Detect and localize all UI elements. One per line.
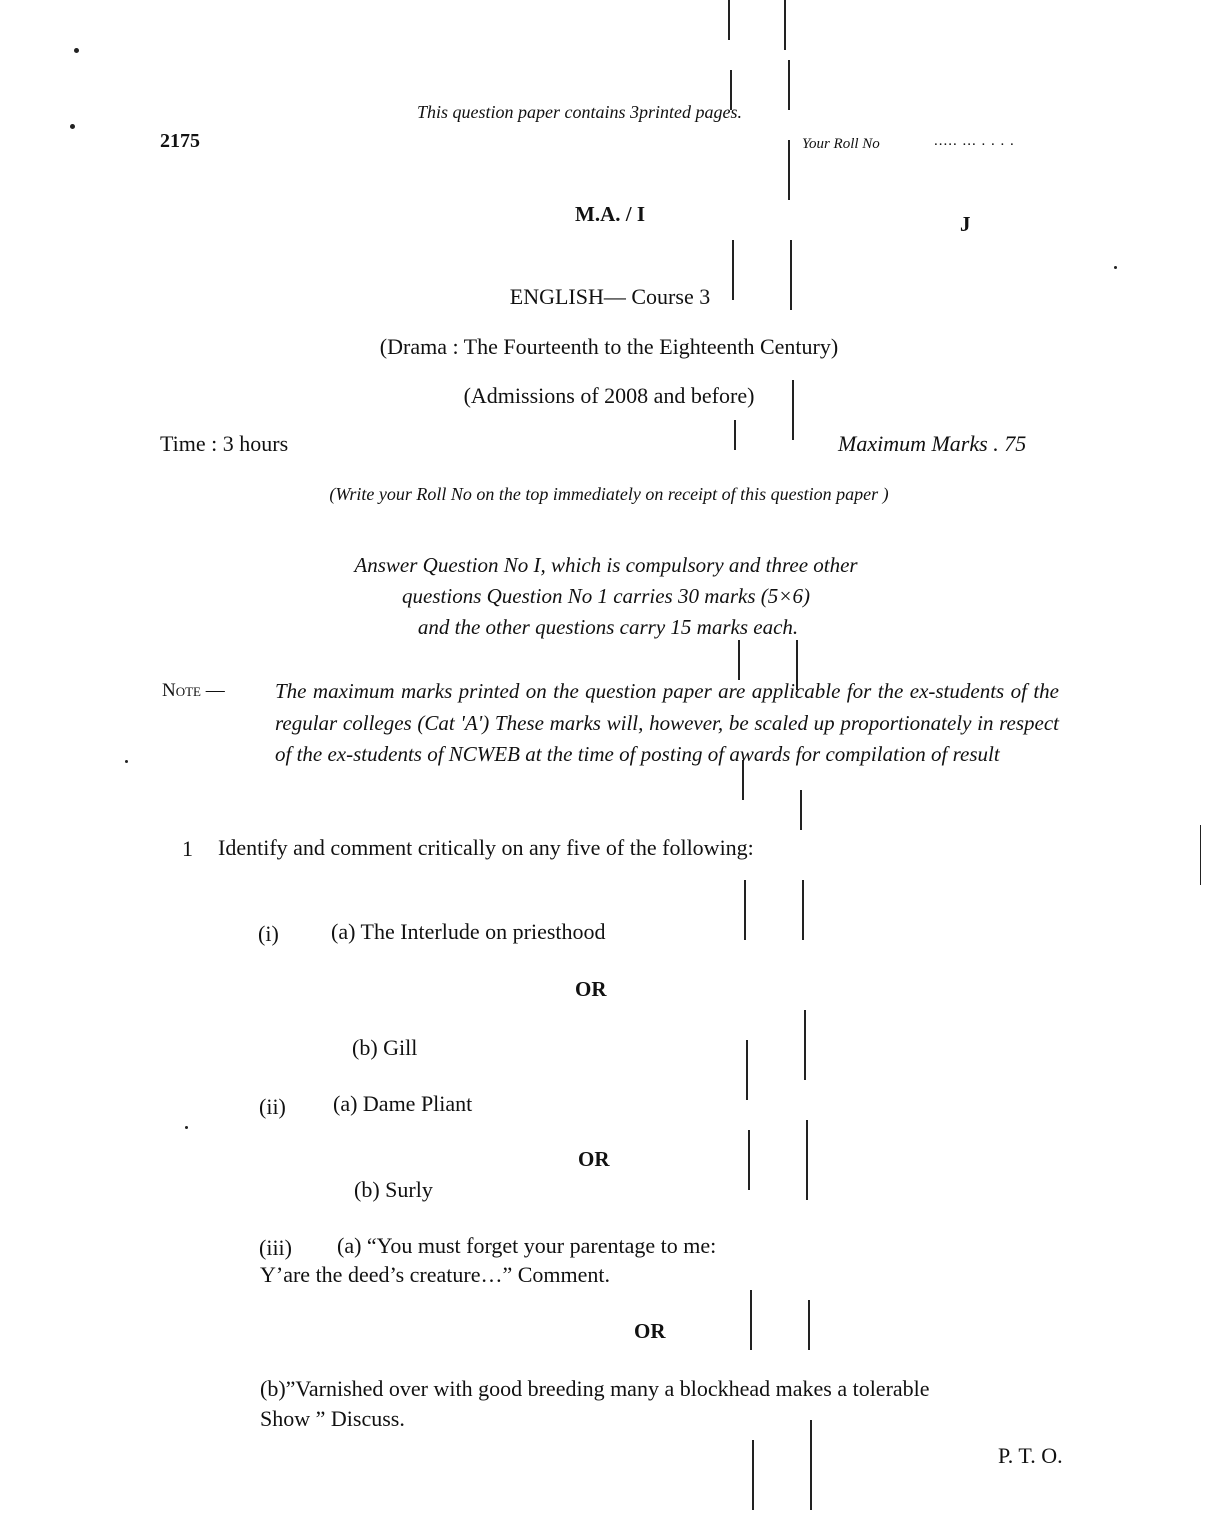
time-allowed: Time : 3 hours xyxy=(160,431,289,456)
option-b: (b) Surly xyxy=(354,1177,433,1202)
option-a: (a) “You must forget your parentage to me: xyxy=(337,1233,717,1258)
paper-title: (Drama : The Fourteenth to the Eighteenth Century) xyxy=(379,334,839,359)
question-text: Identify and comment critically on any five of the following: xyxy=(218,835,754,860)
maximum-marks: Maximum Marks . 75 xyxy=(838,431,1027,456)
admissions-line: (Admissions of 2008 and before) xyxy=(463,383,755,408)
note-text: The maximum marks printed on the question paper are applicable for the ex-students of the regular colleges (Cat 'A') These marks will, however, be scaled up proportionately in respect of the ex-students of NCWEB at the time of posting of awards for compilation of result xyxy=(275,679,1059,766)
note-label: Note — xyxy=(162,680,225,701)
option-a-continued: Y’are the deed’s creature…” Comment. xyxy=(260,1262,611,1287)
or-separator: OR xyxy=(634,1319,666,1343)
set-letter: J xyxy=(960,212,971,236)
question-number: 1 xyxy=(182,836,193,861)
item-number: (i) xyxy=(258,921,279,946)
roll-no-blank: ..... ... . . . . xyxy=(934,133,1015,149)
degree-title: M.A. / I xyxy=(575,202,645,226)
or-separator: OR xyxy=(578,1147,610,1171)
please-turn-over: P. T. O. xyxy=(998,1443,1063,1468)
or-separator: OR xyxy=(575,977,607,1001)
subject-title: ENGLISH— Course 3 xyxy=(509,284,711,309)
answer-instruction-line-3: and the other questions carry 15 marks each. xyxy=(417,615,799,639)
roll-number-instruction: (Write your Roll No on the top immediately on receipt of this question paper ) xyxy=(329,484,889,504)
pages-note: This question paper contains 3printed pages. xyxy=(417,102,742,122)
answer-instruction-line-2: questions Question No 1 carries 30 marks (5×6) xyxy=(402,584,810,608)
item-number: (ii) xyxy=(259,1094,286,1119)
option-a: (a) Dame Pliant xyxy=(333,1091,473,1116)
item-number: (iii) xyxy=(259,1235,292,1260)
answer-instruction-line-1: Answer Question No I, which is compulsory and three other xyxy=(354,553,858,577)
paper-code: 2175 xyxy=(160,130,200,152)
option-a: (a) The Interlude on priesthood xyxy=(331,919,606,944)
option-b-continued: Show ” Discuss. xyxy=(260,1406,405,1431)
option-b: (b) Gill xyxy=(352,1035,418,1060)
roll-no-label: Your Roll No xyxy=(802,136,880,152)
option-b: (b)”Varnished over with good breeding many a blockhead makes a tolerable xyxy=(260,1376,930,1401)
